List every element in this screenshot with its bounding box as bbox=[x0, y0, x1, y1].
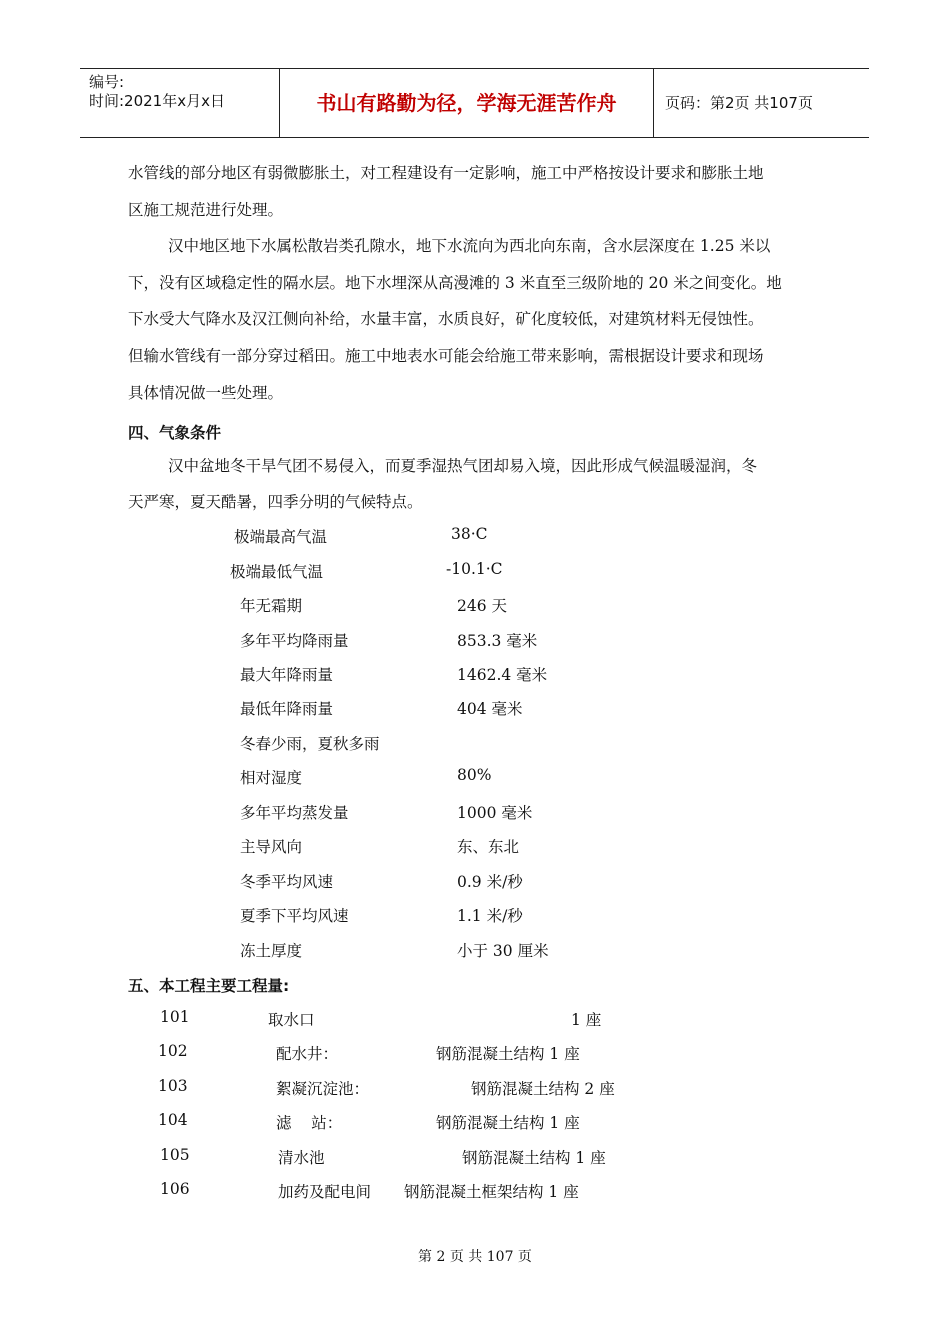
header-page-label: 页码：第2页 共107页 bbox=[665, 94, 813, 112]
work-name: 加药及配电间 bbox=[278, 1183, 372, 1201]
climate-label: 夏季下平均风速 bbox=[240, 907, 349, 925]
document-header bbox=[80, 68, 869, 138]
climate-label: 年无霜期 bbox=[240, 597, 303, 615]
climate-label: 最低年降雨量 bbox=[240, 700, 334, 718]
header-motto: 书山有路勤为径，学海无涯苦作舟 bbox=[280, 69, 654, 137]
paragraph-line: 下，没有区域稳定性的隔水层。地下水埋深从高漫滩的 3 米直至三级阶地的 20 米之间变化。地 bbox=[128, 274, 782, 292]
header-meta bbox=[80, 69, 280, 137]
work-code: 106 bbox=[160, 1180, 190, 1198]
climate-value: 小于 30 厘米 bbox=[457, 942, 549, 960]
climate-label: 冬季平均风速 bbox=[240, 873, 334, 891]
work-name: 取水口 bbox=[268, 1011, 315, 1029]
climate-value: 38·C bbox=[451, 525, 488, 543]
work-desc: 钢筋混凝土结构 1 座 bbox=[436, 1045, 580, 1063]
work-name: 配水井： bbox=[276, 1045, 339, 1063]
climate-label: 主导风向 bbox=[240, 838, 303, 856]
climate-value: 东、东北 bbox=[457, 838, 520, 856]
climate-label: 相对湿度 bbox=[240, 769, 303, 787]
work-code: 104 bbox=[158, 1111, 188, 1129]
work-desc: 钢筋混凝土框架结构 1 座 bbox=[404, 1183, 579, 1201]
work-desc: 钢筋混凝土结构 2 座 bbox=[471, 1080, 615, 1098]
paragraph-line: 区施工规范进行处理。 bbox=[128, 201, 284, 219]
paragraph-line: 汉中地区地下水属松散岩类孔隙水，地下水流向为西北向东南，含水层深度在 1.25 米以 bbox=[168, 237, 771, 255]
work-code: 103 bbox=[158, 1077, 188, 1095]
climate-value: 80% bbox=[457, 766, 492, 784]
number-label: 编号: bbox=[89, 73, 125, 91]
climate-value: 246 天 bbox=[457, 597, 508, 615]
work-desc: 钢筋混凝土结构 1 座 bbox=[436, 1114, 580, 1132]
climate-label: 极端最高气温 bbox=[234, 528, 328, 546]
work-desc: 钢筋混凝土结构 1 座 bbox=[462, 1149, 606, 1167]
section-heading: 五、本工程主要工程量: bbox=[128, 977, 290, 995]
work-name: 滤 站： bbox=[276, 1114, 343, 1132]
climate-label: 冻土厚度 bbox=[240, 942, 303, 960]
climate-value: -10.1·C bbox=[446, 560, 503, 578]
climate-label: 多年平均降雨量 bbox=[240, 632, 349, 650]
paragraph-line: 下水受大气降水及汉江侧向补给，水量丰富，水质良好，矿化度较低，对建筑材料无侵蚀性。 bbox=[128, 310, 764, 328]
work-name: 清水池 bbox=[278, 1149, 325, 1167]
climate-label: 极端最低气温 bbox=[230, 563, 324, 581]
climate-value: 1462.4 毫米 bbox=[457, 666, 548, 684]
work-name: 絮凝沉淀池： bbox=[276, 1080, 370, 1098]
work-code: 102 bbox=[158, 1042, 188, 1060]
climate-value: 853.3 毫米 bbox=[457, 632, 538, 650]
climate-label: 最大年降雨量 bbox=[240, 666, 334, 684]
work-desc: 1 座 bbox=[571, 1011, 602, 1029]
climate-value: 1.1 米/秒 bbox=[457, 907, 523, 925]
paragraph-line: 但输水管线有一部分穿过稻田。施工中地表水可能会给施工带来影响，需根据设计要求和现场 bbox=[128, 347, 764, 365]
paragraph-line: 汉中盆地冬干旱气团不易侵入，而夏季湿热气团却易入境，因此形成气候温暖湿润，冬 bbox=[168, 457, 758, 475]
page-footer: 第 2 页 共 107 页 bbox=[418, 1249, 532, 1265]
date-label: 时间:2021年x月x日 bbox=[89, 92, 225, 110]
climate-label: 多年平均蒸发量 bbox=[240, 804, 349, 822]
climate-value: 1000 毫米 bbox=[457, 804, 533, 822]
climate-label: 冬春少雨，夏秋多雨 bbox=[240, 735, 380, 753]
work-code: 101 bbox=[160, 1008, 190, 1026]
section-heading: 四、气象条件 bbox=[128, 424, 222, 442]
climate-value: 404 毫米 bbox=[457, 700, 523, 718]
climate-value: 0.9 米/秒 bbox=[457, 873, 523, 891]
paragraph-line: 天严寒，夏天酷暑，四季分明的气候特点。 bbox=[128, 493, 423, 511]
paragraph-line: 水管线的部分地区有弱微膨胀土，对工程建设有一定影响，施工中严格按设计要求和膨胀土地 bbox=[128, 164, 764, 182]
paragraph-line: 具体情况做一些处理。 bbox=[128, 384, 284, 402]
work-code: 105 bbox=[160, 1146, 190, 1164]
